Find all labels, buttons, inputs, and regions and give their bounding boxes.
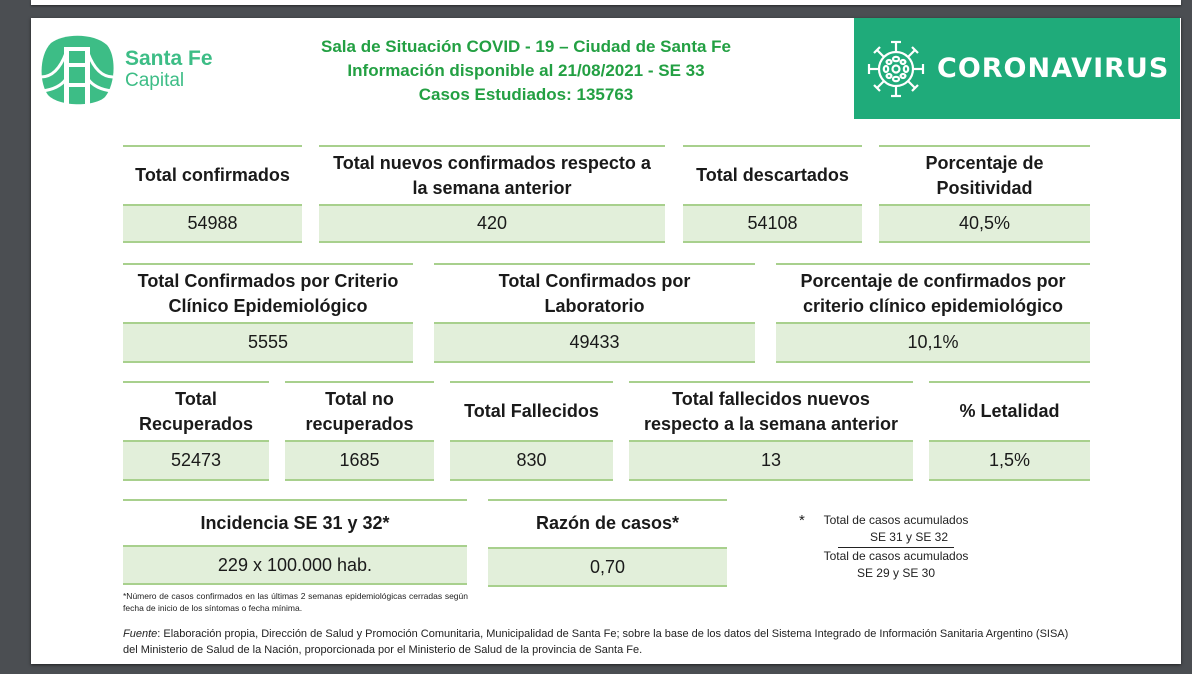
stat-value: 10,1%	[776, 322, 1090, 363]
stat-value: 5555	[123, 322, 413, 363]
stat-label: Incidencia SE 31 y 32*	[123, 499, 467, 545]
stat-label: Porcentaje de Positividad	[879, 145, 1090, 204]
stat-nuevos-confirmados	[319, 145, 665, 243]
ratio-numerator-line1: Total de casos acumulados	[823, 513, 969, 527]
stat-value: 830	[450, 440, 613, 481]
stat-label: Total Confirmados por Laboratorio	[434, 263, 755, 322]
stat-total-recuperados	[123, 381, 269, 481]
stat-value: 420	[319, 204, 665, 243]
stat-value: 229 x 100.000 hab.	[123, 545, 467, 585]
stat-positividad	[879, 145, 1090, 243]
stat-value: 1685	[285, 440, 434, 481]
santa-fe-capital-logo	[39, 33, 213, 107]
stat-label: Total fallecidos nuevos respecto a la semana anterior	[629, 381, 913, 440]
stat-incidencia	[123, 499, 467, 585]
source-label: Fuente	[123, 628, 158, 640]
ratio-numerator-line2: SE 31 y SE 32	[838, 529, 954, 548]
report-title: Sala de Situación COVID - 19 – Ciudad de Santa Fe	[321, 37, 731, 56]
incidence-footnote: *Número de casos confirmados en las últimas 2 semanas epidemiológicas cerradas según fecha de inicio de los síntomas o fecha mínima.	[123, 591, 468, 613]
stat-value: 0,70	[488, 547, 727, 587]
stat-value: 13	[629, 440, 913, 481]
stat-label: Razón de casos*	[488, 499, 727, 545]
logo-line2: Capital	[125, 70, 185, 92]
document-page	[31, 18, 1181, 664]
previous-page-edge	[31, 0, 1181, 5]
stat-value: 52473	[123, 440, 269, 481]
report-header	[261, 35, 791, 107]
stat-porcentaje-criterio-clinico	[776, 263, 1090, 363]
source-note	[123, 626, 1083, 658]
cases-studied: Casos Estudiados: 135763	[418, 85, 634, 104]
stat-fallecidos-nuevos	[629, 381, 913, 481]
stat-razon-casos	[488, 499, 727, 587]
stat-confirmados-criterio-clinico	[123, 263, 413, 363]
stat-total-confirmados	[123, 145, 302, 243]
source-text: : Elaboración propia, Dirección de Salud y Promoción Comunitaria, Municipalidad de Santa Fe; sobre la base de los datos del Sistema Integrado de Información Sanitaria Argentino (SISA) del Ministerio de Salud de la Nación, proporcionada por el Ministerio de Salud de la provincia de Santa Fe.	[123, 628, 1069, 656]
stat-value: 40,5%	[879, 204, 1090, 243]
report-date: Información disponible al 21/08/2021 - SE 33	[347, 61, 705, 80]
stat-value: 1,5%	[929, 440, 1090, 481]
logo-line1: Santa Fe	[125, 47, 213, 71]
virus-icon	[865, 38, 927, 100]
coronavirus-label: CORONAVIRUS	[937, 53, 1170, 84]
bridge-logo-icon	[39, 33, 115, 107]
stat-value: 54108	[683, 204, 862, 243]
stat-total-fallecidos	[450, 381, 613, 481]
stat-label: % Letalidad	[929, 381, 1090, 440]
stat-no-recuperados	[285, 381, 434, 481]
coronavirus-banner	[854, 18, 1180, 119]
stat-label: Total no recuperados	[285, 381, 434, 440]
stat-label: Total confirmados	[123, 145, 302, 204]
stat-label: Total Confirmados por Criterio Clínico Epidemiológico	[123, 263, 413, 322]
stat-confirmados-laboratorio	[434, 263, 755, 363]
ratio-denominator-line2: SE 29 y SE 30	[856, 566, 936, 580]
asterisk: *	[799, 512, 805, 529]
stat-total-descartados	[683, 145, 862, 243]
stat-label: Total nuevos confirmados respecto a la semana anterior	[319, 145, 665, 204]
ratio-denominator-line1: Total de casos acumulados	[823, 549, 969, 563]
stat-value: 49433	[434, 322, 755, 363]
stat-label: Total Fallecidos	[450, 381, 613, 440]
stat-value: 54988	[123, 204, 302, 243]
stat-label: Total Recuperados	[123, 381, 269, 440]
stat-label: Porcentaje de confirmados por criterio clínico epidemiológico	[776, 263, 1090, 322]
ratio-formula-note	[791, 512, 1001, 582]
stat-label: Total descartados	[683, 145, 862, 204]
stat-letalidad	[929, 381, 1090, 481]
